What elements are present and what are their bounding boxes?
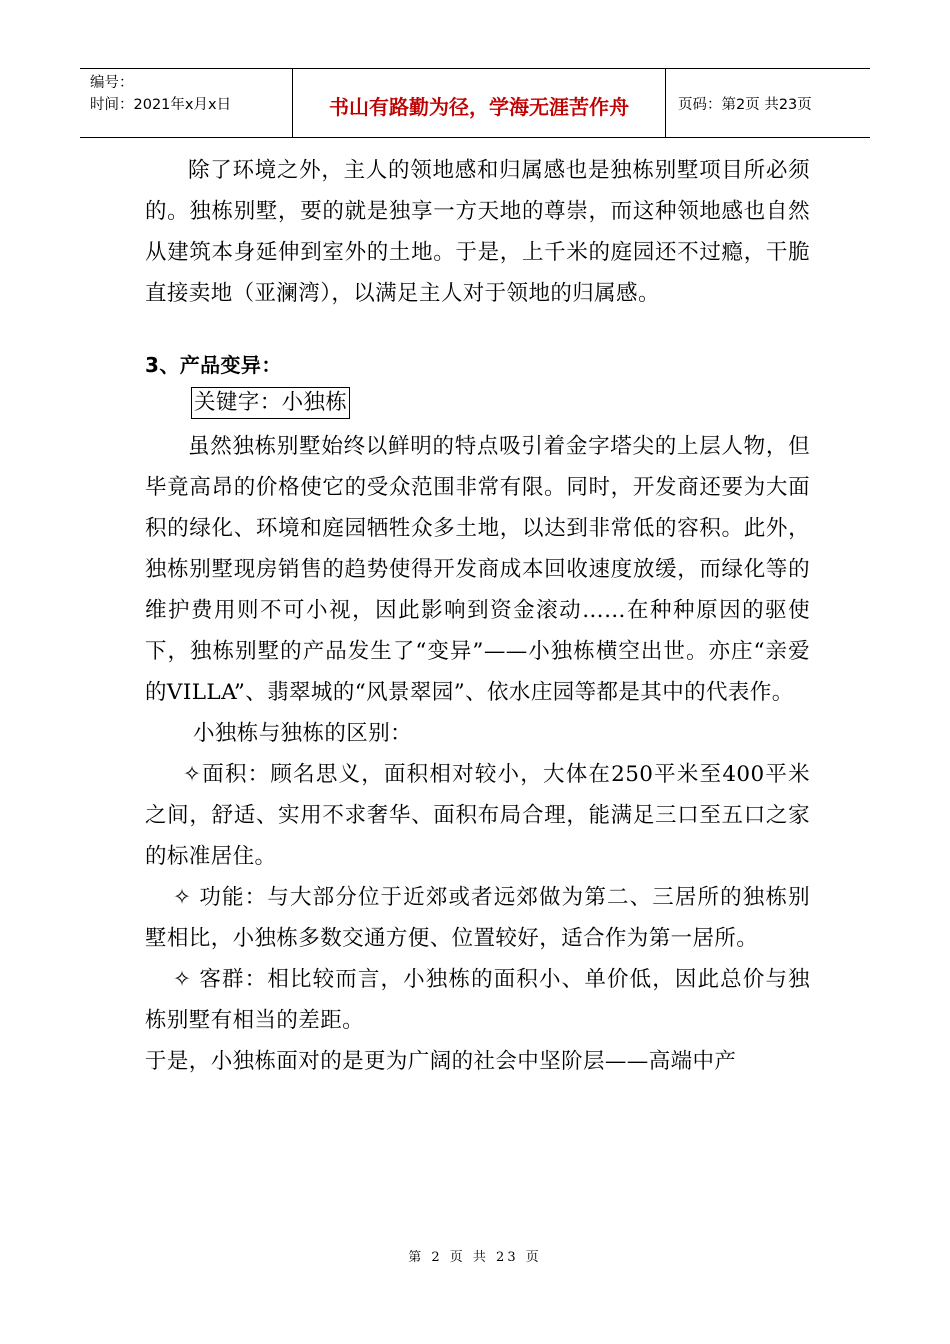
bullet-function: ✧ 功能：与大部分位于近郊或者远郊做为第二、三居所的独栋别墅相比，小独栋多数交通方便、位置较好，适合作为第一居所。: [145, 885, 810, 951]
document-body: [145, 150, 810, 1082]
diff-title: 小独栋与独栋的区别：: [193, 721, 413, 746]
keyword-box: 关键字：小独栋: [191, 387, 350, 419]
header-meta-cell: [80, 69, 293, 138]
bullet-area: ✧面积：顾名思义，面积相对较小，大体在250平米至400平米之间，舒适、实用不求奢华、面积布局合理，能满足三口至五口之家的标准居住。: [145, 762, 810, 869]
header-motto: 书山有路勤为径，学海无涯苦作舟: [293, 69, 666, 138]
paragraph-variation: 虽然独栋别墅始终以鲜明的特点吸引着金字塔尖的上层人物，但毕竟高昂的价格使它的受众范围非常有限。同时，开发商还要为大面积的绿化、环境和庭园牺牲众多土地，以达到非常低的容积。此外，独栋别墅现房销售的趋势使得开发商成本回收速度放缓，而绿化等的维护费用则不可小视，因此影响到资金滚动……在种种原因的驱使下，独栋别墅的产品发生了“变异”——小独栋横空出世。亦庄“亲爱的VILLA”、翡翠城的“风景翠园”、依水庄园等都是其中的代表作。: [145, 434, 810, 705]
bullet-customer: ✧ 客群：相比较而言，小独栋的面积小、单价低，因此总价与独栋别墅有相当的差距。: [145, 967, 810, 1033]
paragraph-gap: [145, 314, 810, 346]
header-page-code: 页码：第2页 共23页: [666, 69, 871, 138]
paragraph-environment: 除了环境之外，主人的领地感和归属感也是独栋别墅项目所必须的。独栋别墅，要的就是独享一方天地的尊崇，而这种领地感也自然从建筑本身延伸到室外的土地。于是，上千米的庭园还不过瘾，干脆直接卖地（亚澜湾），以满足主人对于领地的归属感。: [145, 158, 810, 306]
header-table: [80, 68, 870, 138]
header-number-label: 编号：: [90, 75, 134, 91]
page-footer: 第 2 页 共 23 页: [408, 1250, 542, 1265]
section-heading: 3、产品变异：: [145, 353, 282, 377]
paragraph-last: 于是，小独栋面对的是更为广阔的社会中坚阶层——高端中产: [145, 1049, 737, 1074]
header-time-label: 时间：2021年x月x日: [90, 97, 232, 113]
keyword-line: [145, 384, 810, 422]
